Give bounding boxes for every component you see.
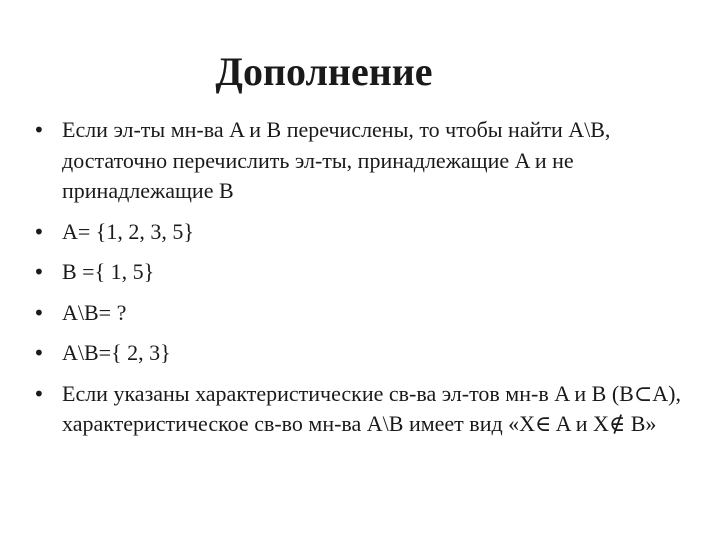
bullet-text: A\B={ 2, 3}: [62, 340, 171, 365]
bullet-text: Если указаны характеристические св-ва эл-тов мн-в A и B (B⊂A), характеристическое св-во мн-ва A\B имеет вид «X∈ A и X∉ B»: [62, 380, 681, 436]
bullet-dot-icon: •: [33, 300, 45, 325]
bullet-text: Если эл-ты мн-ва A и B перечислены, то чтобы найти A\B, достаточно перечислить эл-ты, принадлежащие A и не принадлежащие B: [62, 117, 611, 203]
bullet-dot-icon: •: [33, 381, 45, 406]
bullet-item: [33, 115, 693, 207]
bullet-item: [33, 217, 693, 248]
bullet-item: [33, 257, 693, 288]
bullet-text: A= {1, 2, 3, 5}: [62, 218, 194, 244]
bullet-list: [33, 115, 693, 450]
bullet-item: [33, 298, 693, 329]
bullet-dot-icon: •: [33, 341, 45, 365]
bullet-text: A\B= ?: [62, 299, 127, 325]
bullet-item: [33, 379, 693, 440]
bullet-dot-icon: •: [33, 219, 45, 244]
slide-title: Дополнение: [215, 49, 433, 94]
bullet-item: [33, 338, 693, 369]
bullet-dot-icon: •: [33, 260, 45, 284]
bullet-text: B ={ 1, 5}: [62, 259, 155, 284]
bullet-dot-icon: •: [33, 118, 45, 142]
